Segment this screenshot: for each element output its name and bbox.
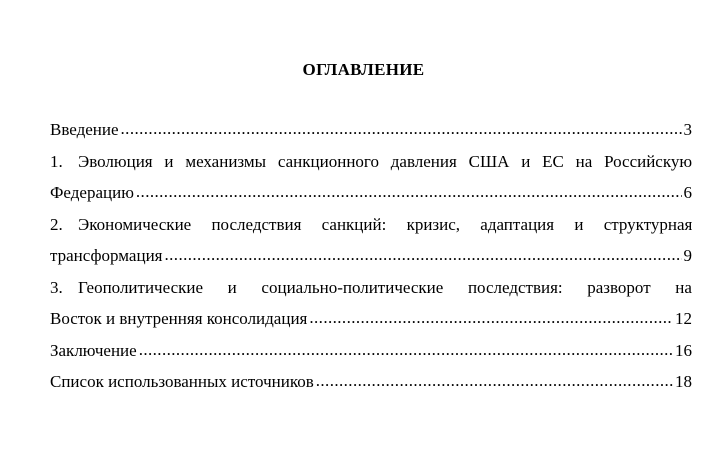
toc-entry-references[interactable] [50,366,692,398]
toc-entry-text: Геополитические и социально-политические последствия: разворот на [78,277,692,297]
toc-entry-number: 2. [50,214,63,234]
toc-entry-first-line [50,209,692,241]
toc-entry-first-line [50,146,692,178]
toc-entry-first-line [50,272,692,304]
toc-entry-conclusion[interactable] [50,335,692,367]
toc-entry-heading [50,272,692,304]
dot-leader [316,365,673,397]
toc-entry-introduction[interactable] [50,114,692,146]
dot-leader [165,239,682,271]
toc-entry-text: Заключение [50,340,137,360]
dot-leader [121,113,682,145]
toc-entry-text-continued: Федерацию [50,183,134,202]
toc-entry-text: Эволюция и механизмы санкционного давления США и ЕС на Российскую [78,151,693,171]
table-of-contents [50,114,692,398]
toc-entry-page: 9 [683,246,692,265]
toc-entry-page: 16 [675,340,692,360]
dot-leader [309,302,673,334]
toc-entry-page: 6 [683,183,692,202]
toc-entry-second-line [50,303,692,335]
toc-entry-heading [50,146,692,178]
toc-entry-page: 12 [675,309,692,328]
toc-entry-chapter-1[interactable] [50,146,692,209]
dot-leader [139,334,673,366]
toc-entry-chapter-3[interactable] [50,272,692,335]
toc-entry-page: 18 [675,372,692,391]
toc-entry-number: 3. [50,277,63,297]
toc-entry-text: Список использованных источников [50,372,314,391]
toc-title: ОГЛАВЛЕНИЕ [302,60,425,79]
toc-entry-text-continued: Восток и внутренняя консолидация [50,309,308,328]
toc-entry-text-continued: трансформация [50,246,163,265]
toc-entry-chapter-2[interactable] [50,209,692,272]
dot-leader [136,176,682,208]
toc-entry-heading [50,209,692,241]
toc-entry-text: Экономические последствия санкций: кризис, адаптация и структурная [78,214,693,234]
toc-entry-text: Введение [50,120,119,139]
toc-entry-number: 1. [50,151,63,171]
toc-entry-page: 3 [683,120,692,139]
toc-entry-second-line [50,240,692,272]
toc-entry-second-line [50,177,692,209]
